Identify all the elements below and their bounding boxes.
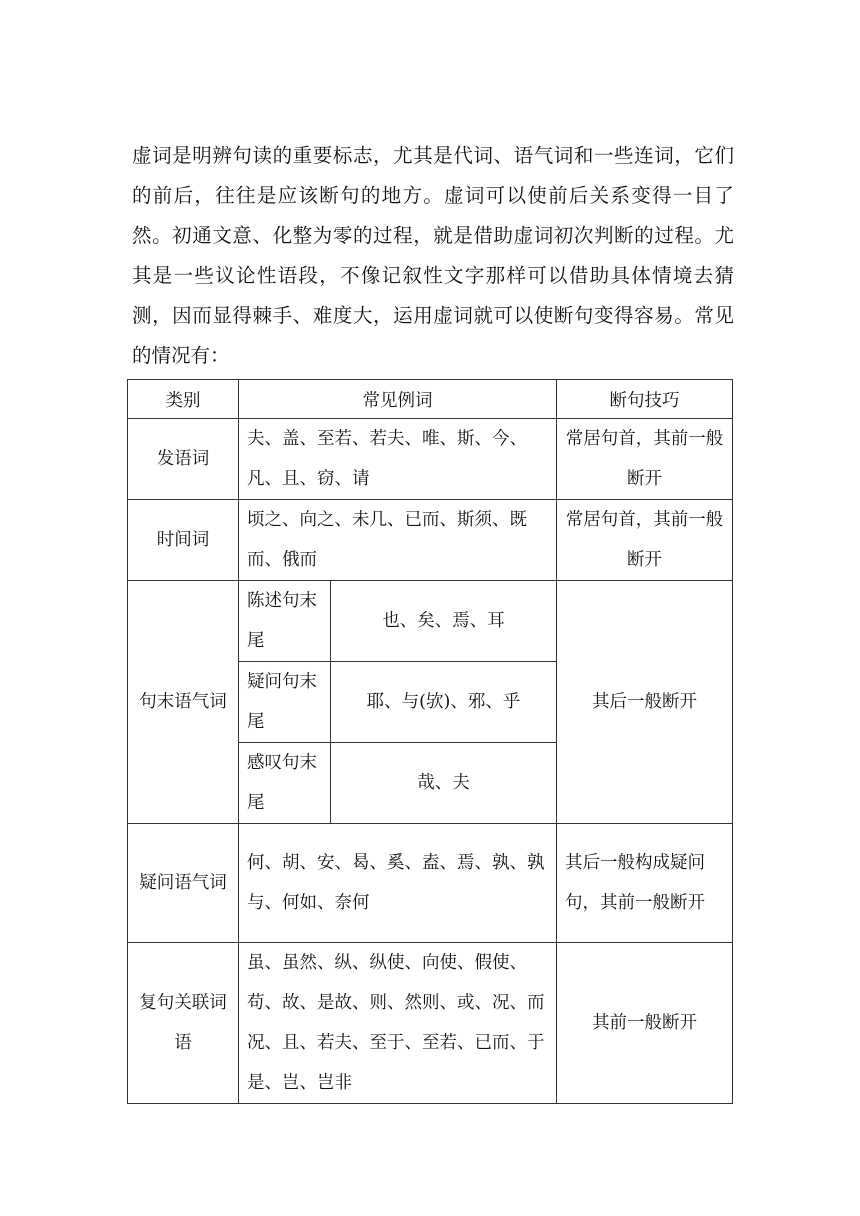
technique-cell: 其后一般构成疑问句，其前一般断开	[557, 824, 733, 943]
technique-cell: 常居句首，其前一般断开	[557, 500, 733, 581]
table-header-row	[128, 380, 733, 419]
subcategory-cell: 陈述句末尾	[239, 581, 331, 662]
examples-cell: 虽、虽然、纵、纵使、向使、假使、苟、故、是故、则、然则、或、况、而况、且、若夫、至于、至若、已而、于是、岂、岂非	[239, 943, 557, 1104]
table-row	[128, 943, 733, 1104]
header-technique: 断句技巧	[557, 380, 733, 419]
intro-paragraph: 虚词是明辨句读的重要标志，尤其是代词、语气词和一些连词，它们的前后，往往是应该断句的地方。虚词可以使前后关系变得一目了然。初通文意、化整为零的过程，就是借助虚词初次判断的过程。尤其是一些议论性语段，不像记叙性文字那样可以借助具体情境去猜测，因而显得棘手、难度大，运用虚词就可以使断句变得容易。常见的情况有：	[132, 144, 734, 367]
category-cell: 疑问语气词	[128, 824, 239, 943]
table-row	[128, 581, 733, 662]
category-cell: 句末语气词	[128, 581, 239, 824]
technique-cell: 其后一般断开	[557, 581, 733, 824]
table-row	[128, 419, 733, 500]
header-examples: 常见例词	[239, 380, 557, 419]
category-cell: 时间词	[128, 500, 239, 581]
table-row	[128, 500, 733, 581]
examples-cell: 夫、盖、至若、若夫、唯、斯、今、凡、且、窃、请	[239, 419, 557, 500]
technique-cell: 其前一般断开	[557, 943, 733, 1104]
category-cell: 发语词	[128, 419, 239, 500]
examples-cell: 耶、与(欤)、邪、乎	[331, 662, 557, 743]
subcategory-cell: 感叹句末尾	[239, 743, 331, 824]
examples-cell: 也、矣、焉、耳	[331, 581, 557, 662]
category-cell: 复句关联词语	[128, 943, 239, 1104]
subcategory-cell: 疑问句末尾	[239, 662, 331, 743]
technique-cell: 常居句首，其前一般断开	[557, 419, 733, 500]
header-category: 类别	[128, 380, 239, 419]
examples-cell: 哉、夫	[331, 743, 557, 824]
examples-cell: 何、胡、安、曷、奚、盍、焉、孰、孰与、何如、奈何	[239, 824, 557, 943]
examples-cell: 顷之、向之、未几、已而、斯须、既而、俄而	[239, 500, 557, 581]
table-row	[128, 824, 733, 943]
function-word-table	[127, 379, 733, 1104]
